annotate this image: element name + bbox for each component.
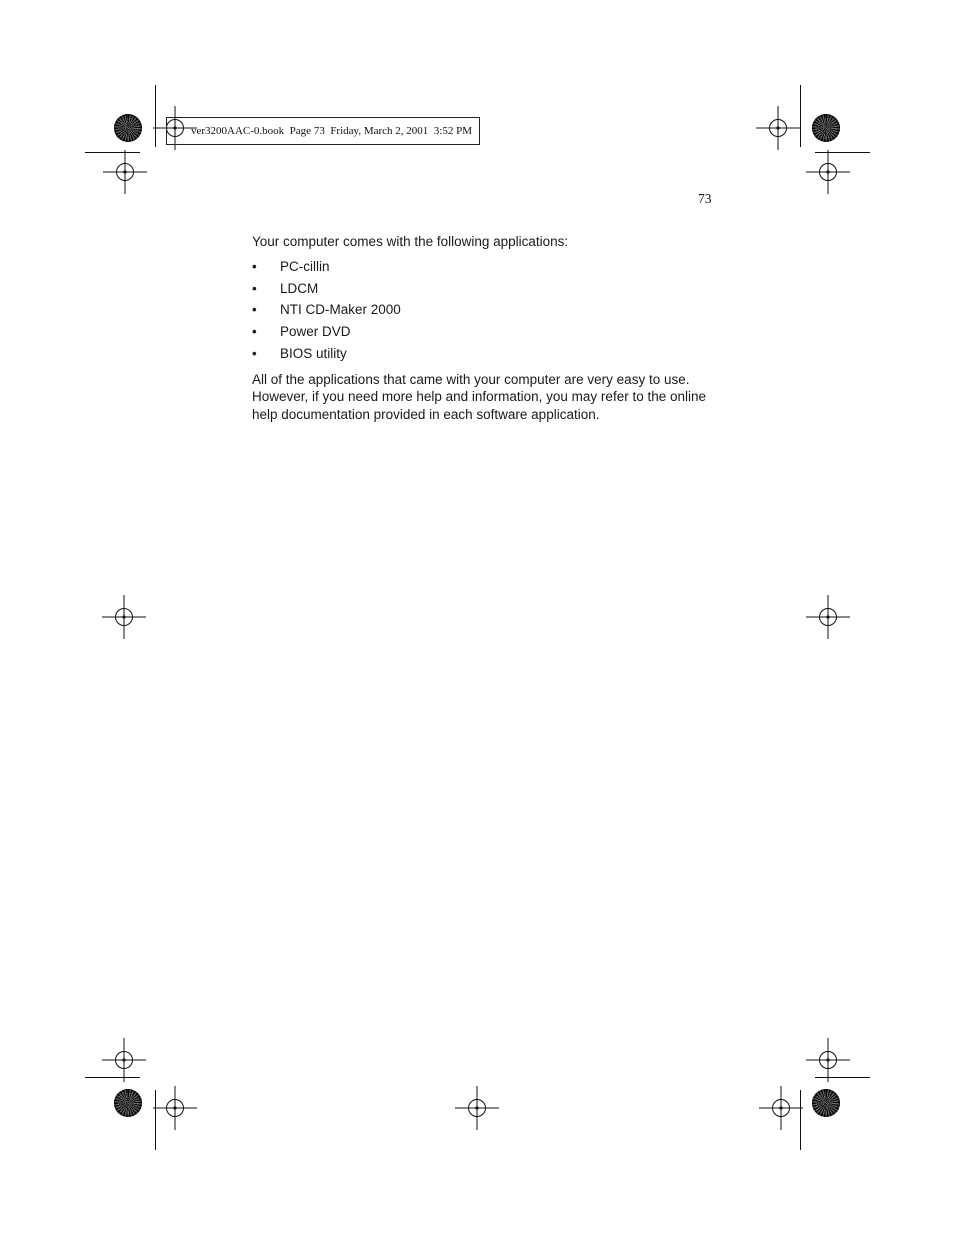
registration-crosshair-icon [102, 1038, 146, 1082]
registration-crosshair-icon [806, 1038, 850, 1082]
bullet-label: PC-cillin [280, 259, 330, 274]
registration-crosshair-icon [756, 106, 800, 150]
registration-crosshair-icon [806, 150, 850, 194]
registration-crosshair-icon [153, 1086, 197, 1130]
registration-crosshair-icon [759, 1086, 803, 1130]
bullet-marker: • [252, 346, 257, 361]
bullet-item [252, 259, 712, 274]
bullet-marker: • [252, 324, 257, 339]
page-number: 73 [698, 191, 712, 206]
color-control-dot-icon [114, 114, 142, 142]
crop-mark-line [800, 85, 801, 147]
intro-text: Your computer comes with the following applications: [252, 234, 569, 249]
bullet-item [252, 324, 712, 339]
registration-crosshair-icon [103, 150, 147, 194]
bullet-label: Power DVD [280, 324, 351, 339]
bullet-label: LDCM [280, 281, 319, 296]
registration-crosshair-icon [455, 1086, 499, 1130]
color-control-dot-icon [812, 1089, 840, 1117]
bullet-item [252, 302, 712, 317]
registration-crosshair-icon [102, 595, 146, 639]
bullet-item [252, 346, 712, 361]
body-paragraph: All of the applications that came with your computer are very easy to use. However, if you need more help and information, you may refer to the online help documentation provided in each software application. [252, 372, 710, 422]
bullet-marker: • [252, 259, 257, 274]
print-slug-text: ver3200AAC-0.book Page 73 Friday, March 2, 2001 3:52 PM [191, 125, 472, 137]
print-slug-box [166, 117, 480, 145]
color-control-dot-icon [114, 1089, 142, 1117]
bullet-marker: • [252, 281, 257, 296]
bullet-item [252, 281, 712, 296]
bullet-label: BIOS utility [280, 346, 347, 361]
registration-crosshair-icon [806, 595, 850, 639]
color-control-dot-icon [812, 114, 840, 142]
bullet-marker: • [252, 302, 257, 317]
bullet-label: NTI CD-Maker 2000 [280, 302, 401, 317]
